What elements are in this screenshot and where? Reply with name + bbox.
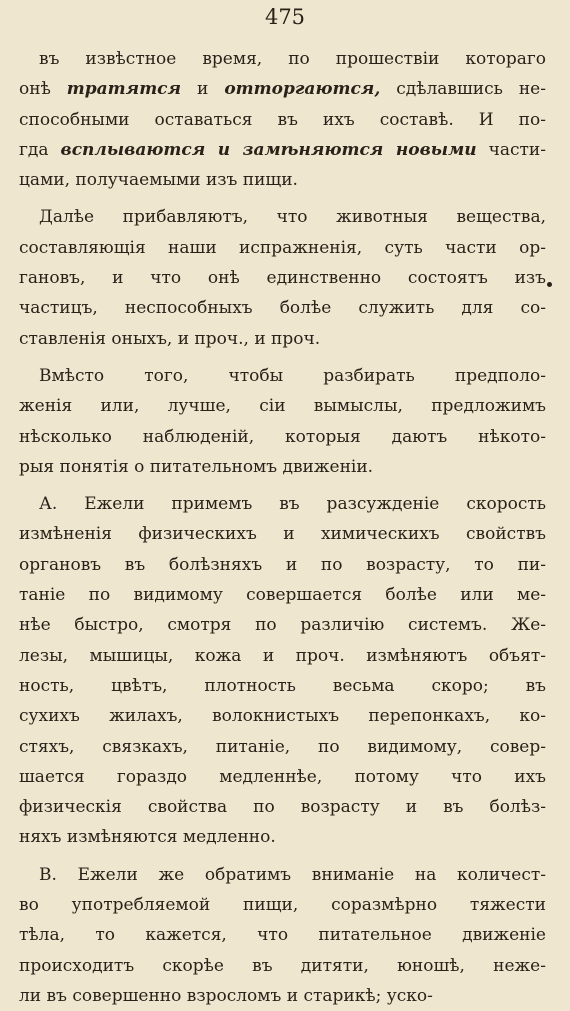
text-run: ность, цвѣтъ, плотность весьма скоро; въ	[19, 675, 546, 696]
body-text	[19, 44, 546, 1011]
text-run: цами, получаемыми изъ пищи.	[19, 170, 298, 191]
text-run: гда	[19, 139, 61, 160]
paragraph	[19, 202, 546, 353]
text-run: ли въ совершенно взросломъ и старикѣ; уско-	[19, 985, 433, 1006]
text-line	[19, 391, 546, 421]
text-run: нѣе быстро, смотря по различію системъ. Же-	[19, 615, 546, 636]
text-line	[19, 951, 546, 981]
text-run: В. Ежели же обратимъ вниманіе на количест-	[39, 864, 546, 885]
text-run: онѣ	[19, 79, 67, 100]
paragraph	[19, 44, 546, 195]
text-line	[19, 550, 546, 580]
text-run: шается гораздо медленнѣе, потому что ихъ	[19, 766, 546, 787]
paragraph-gap	[19, 354, 546, 361]
text-run: въ извѣстное время, по прошествіи котораго	[39, 49, 546, 69]
text-line	[19, 671, 546, 701]
text-line	[19, 324, 546, 354]
emphasized-text: всплываются и замѣняются новыми	[60, 139, 477, 160]
text-run: физическія свойства по возрасту и въ болѣз-	[19, 797, 546, 818]
text-line	[19, 981, 546, 1011]
text-run: составляющія наши испражненія, суть части ор-	[19, 237, 546, 258]
text-run: происходитъ скорѣе въ дитяти, юношѣ, неже-	[19, 955, 546, 976]
text-line	[19, 822, 546, 852]
text-run: измѣненія физическихъ и химическихъ свойствъ	[19, 524, 546, 545]
text-line	[19, 74, 546, 104]
page-number: 475	[264, 5, 306, 29]
text-line	[19, 422, 546, 452]
text-run: стяхъ, связкахъ, питаніе, по видимому, совер-	[19, 736, 546, 757]
text-run: Вмѣсто того, чтобы разбирать предполо-	[39, 365, 546, 386]
text-line	[19, 452, 546, 482]
text-run: А. Ежели примемъ въ разсужденіе скорость	[39, 494, 546, 515]
text-run: гановъ, и что онѣ единственно состоятъ изъ	[19, 268, 546, 289]
text-run: органовъ въ болѣзняхъ и по возрасту, то пи-	[19, 554, 546, 575]
text-line	[19, 361, 546, 391]
text-line	[19, 233, 546, 263]
text-run: части-	[476, 139, 546, 160]
text-line	[19, 165, 546, 195]
text-line	[19, 263, 546, 293]
text-run: сдѣлавшись не-	[380, 79, 546, 100]
text-run: Далѣе прибавляютъ, что животныя вещества,	[39, 207, 546, 228]
text-run: рыя понятія о питательномъ движеніи.	[19, 456, 374, 477]
text-run: ставленія оныхъ, и проч., и проч.	[19, 328, 321, 349]
text-line	[19, 860, 546, 890]
paragraph-gap	[19, 482, 546, 489]
paragraph	[19, 489, 546, 853]
paragraph-gap	[19, 195, 546, 202]
text-line	[19, 135, 546, 165]
emphasized-text: отторгаются,	[224, 79, 381, 100]
text-line	[19, 792, 546, 822]
text-run: во употребляемой пищи, соразмѣрно тяжести	[19, 895, 546, 916]
text-line	[19, 489, 546, 519]
text-run: частицъ, неспособныхъ болѣе служить для со-	[19, 298, 546, 319]
text-line	[19, 890, 546, 920]
text-line	[19, 293, 546, 323]
text-line	[19, 519, 546, 549]
text-line	[19, 641, 546, 671]
text-line	[19, 732, 546, 762]
text-line	[19, 920, 546, 950]
emphasized-text: тратятся	[66, 79, 182, 100]
text-run: и	[181, 79, 225, 100]
text-run: таніе по видимому совершается болѣе или ме-	[19, 585, 546, 606]
text-line	[19, 105, 546, 135]
text-run: тѣла, то кажется, что питательное движеніе	[19, 925, 546, 946]
text-line	[19, 762, 546, 792]
text-line	[19, 580, 546, 610]
text-run: нѣсколько наблюденій, которыя даютъ нѣкото-	[19, 426, 546, 447]
text-run: способными оставаться въ ихъ составѣ. И по-	[19, 109, 546, 130]
text-line	[19, 701, 546, 731]
paragraph	[19, 361, 546, 482]
paragraph	[19, 860, 546, 1011]
ink-speck	[547, 282, 552, 287]
text-run: лезы, мышицы, кожа и проч. измѣняютъ объят-	[19, 645, 546, 666]
text-line	[19, 610, 546, 640]
text-run: женія или, лучше, сіи вымыслы, предложимъ	[19, 396, 546, 417]
text-line	[19, 44, 546, 74]
text-run: сухихъ жилахъ, волокнистыхъ перепонкахъ, ко-	[19, 706, 546, 727]
paragraph-gap	[19, 853, 546, 860]
text-run: няхъ измѣняются медленно.	[19, 827, 276, 848]
text-line	[19, 202, 546, 232]
